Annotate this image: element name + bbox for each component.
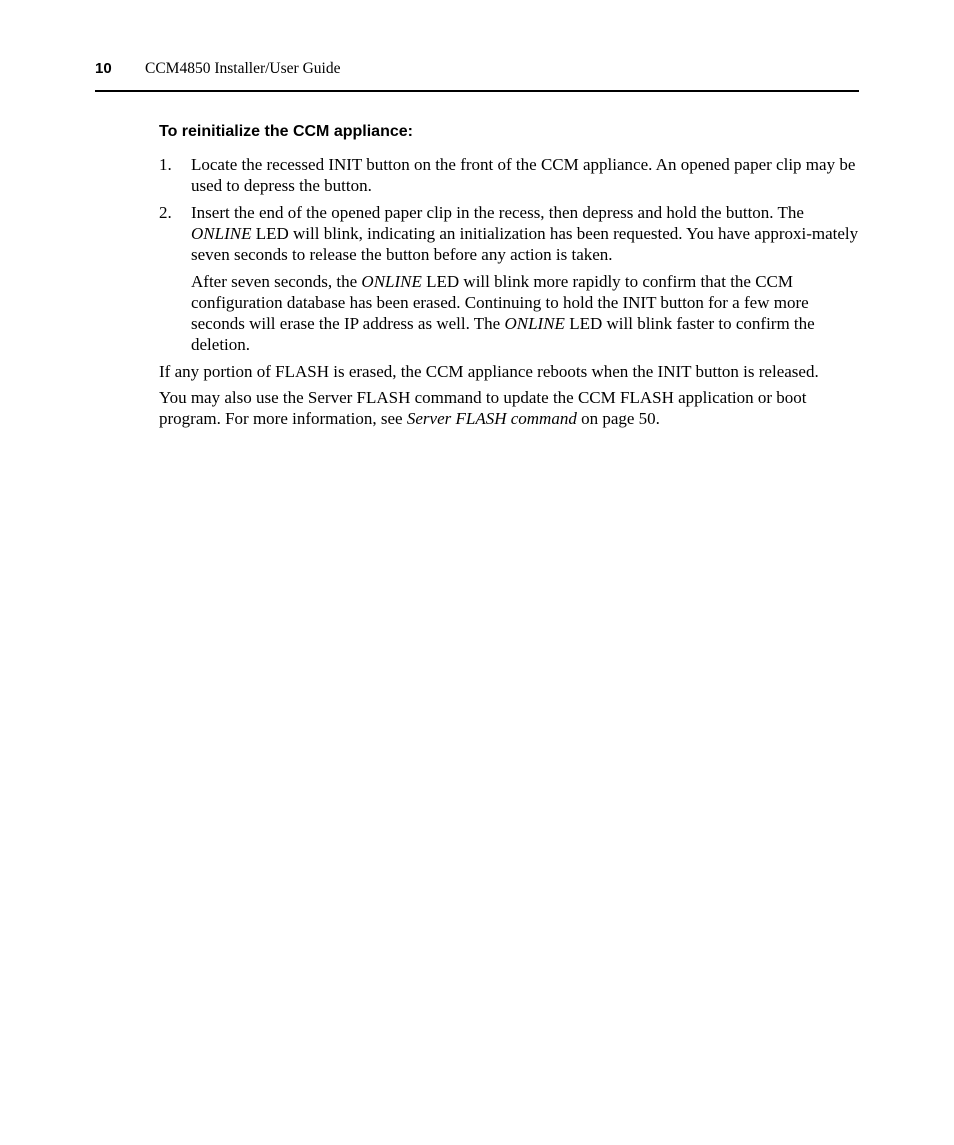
flash-note-paragraph: If any portion of FLASH is erased, the CCM appliance reboots when the INIT button is released. [159, 362, 819, 381]
guide-title: CCM4850 Installer/User Guide [145, 60, 341, 77]
online-led-term: ONLINE [191, 224, 252, 243]
step-text: Locate the recessed INIT button on the front of the CCM appliance. An opened paper clip may be used to depress the button. [191, 155, 856, 195]
step-text-part: LED will blink, indicating an initialization has been requested. You have approxi-mately seven seconds to release the button before any action is taken. [191, 224, 859, 264]
server-flash-paragraph [159, 387, 859, 429]
step-text-part: Insert the end of the opened paper clip in the recess, then depress and hold the button. The [191, 203, 804, 222]
step-text-part: After seven seconds, the [191, 272, 362, 291]
page-content [159, 122, 859, 434]
step-followup-text [191, 271, 859, 355]
step-text-part: LED will blink faster to confirm the deletion. [191, 314, 815, 354]
server-flash-reference: Server FLASH command [406, 409, 577, 428]
step-2 [159, 202, 859, 355]
procedure-steps [159, 154, 859, 355]
paragraph-text-part: You may also use the Server FLASH command to update the CCM FLASH application or boot program. For more information, see [159, 388, 807, 428]
step-text-part: LED will blink more rapidly to confirm that the CCM configuration database has been erased. Continuing to hold the INIT button for a few more seconds will erase the IP address as well. The [191, 272, 809, 333]
paragraph-text-part: on page 50. [576, 409, 660, 428]
online-led-term: ONLINE [504, 314, 565, 333]
running-header [95, 58, 859, 92]
page-number: 10 [95, 60, 112, 77]
step-number: 2. [159, 203, 172, 222]
step-text [191, 202, 859, 265]
step-1 [159, 154, 859, 196]
procedure-heading: To reinitialize the CCM appliance: [159, 123, 413, 140]
online-led-term: ONLINE [361, 272, 422, 291]
step-number: 1. [159, 155, 172, 174]
